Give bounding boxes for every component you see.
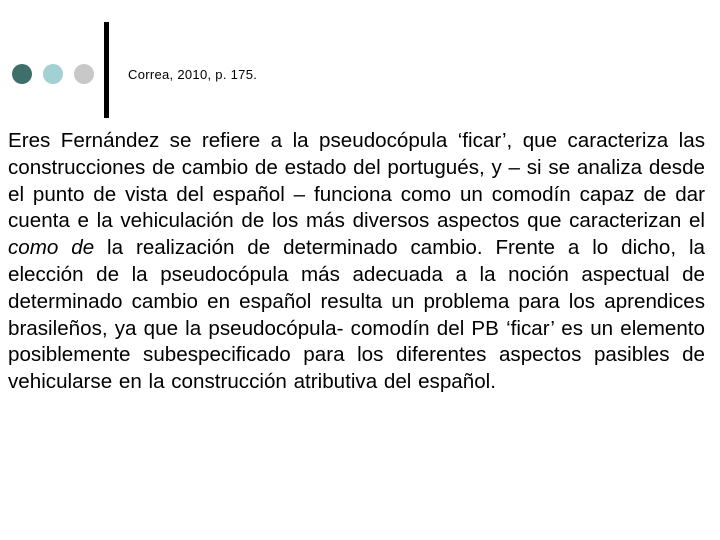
light-teal-dot: [43, 64, 63, 84]
decorative-dots: [12, 64, 96, 86]
body-paragraph: [8, 128, 705, 396]
vertical-divider: [104, 22, 109, 118]
body-text-start: Eres Fernández se refiere a la pseudocópula ‘ficar’, que caracteriza las construcciones de cambio de estado del portugués, y – si se analiza desde el punto de vista del español – funciona como un comodín capaz de dar cuenta e la vehiculación de los más diversos aspectos que caracterizan el: [8, 129, 705, 233]
dark-teal-dot: [12, 64, 32, 84]
italic-phrase: como de: [8, 236, 95, 260]
header-citation: Correa, 2010, p. 175.: [128, 67, 258, 82]
gray-dot: [74, 64, 94, 84]
body-text-end: la realización de determinado cambio. Frente a lo dicho, la elección de la pseudocópula más adecuada a la noción aspectual de determinado cambio en español resulta un problema para los aprendices brasileños, ya que la pseudocópula- comodín del PB ‘ficar’ es un elemento posiblemente subespecificado para los diferentes aspectos pasibles de vehicularse en la construcción atributiva del español.: [8, 236, 705, 394]
